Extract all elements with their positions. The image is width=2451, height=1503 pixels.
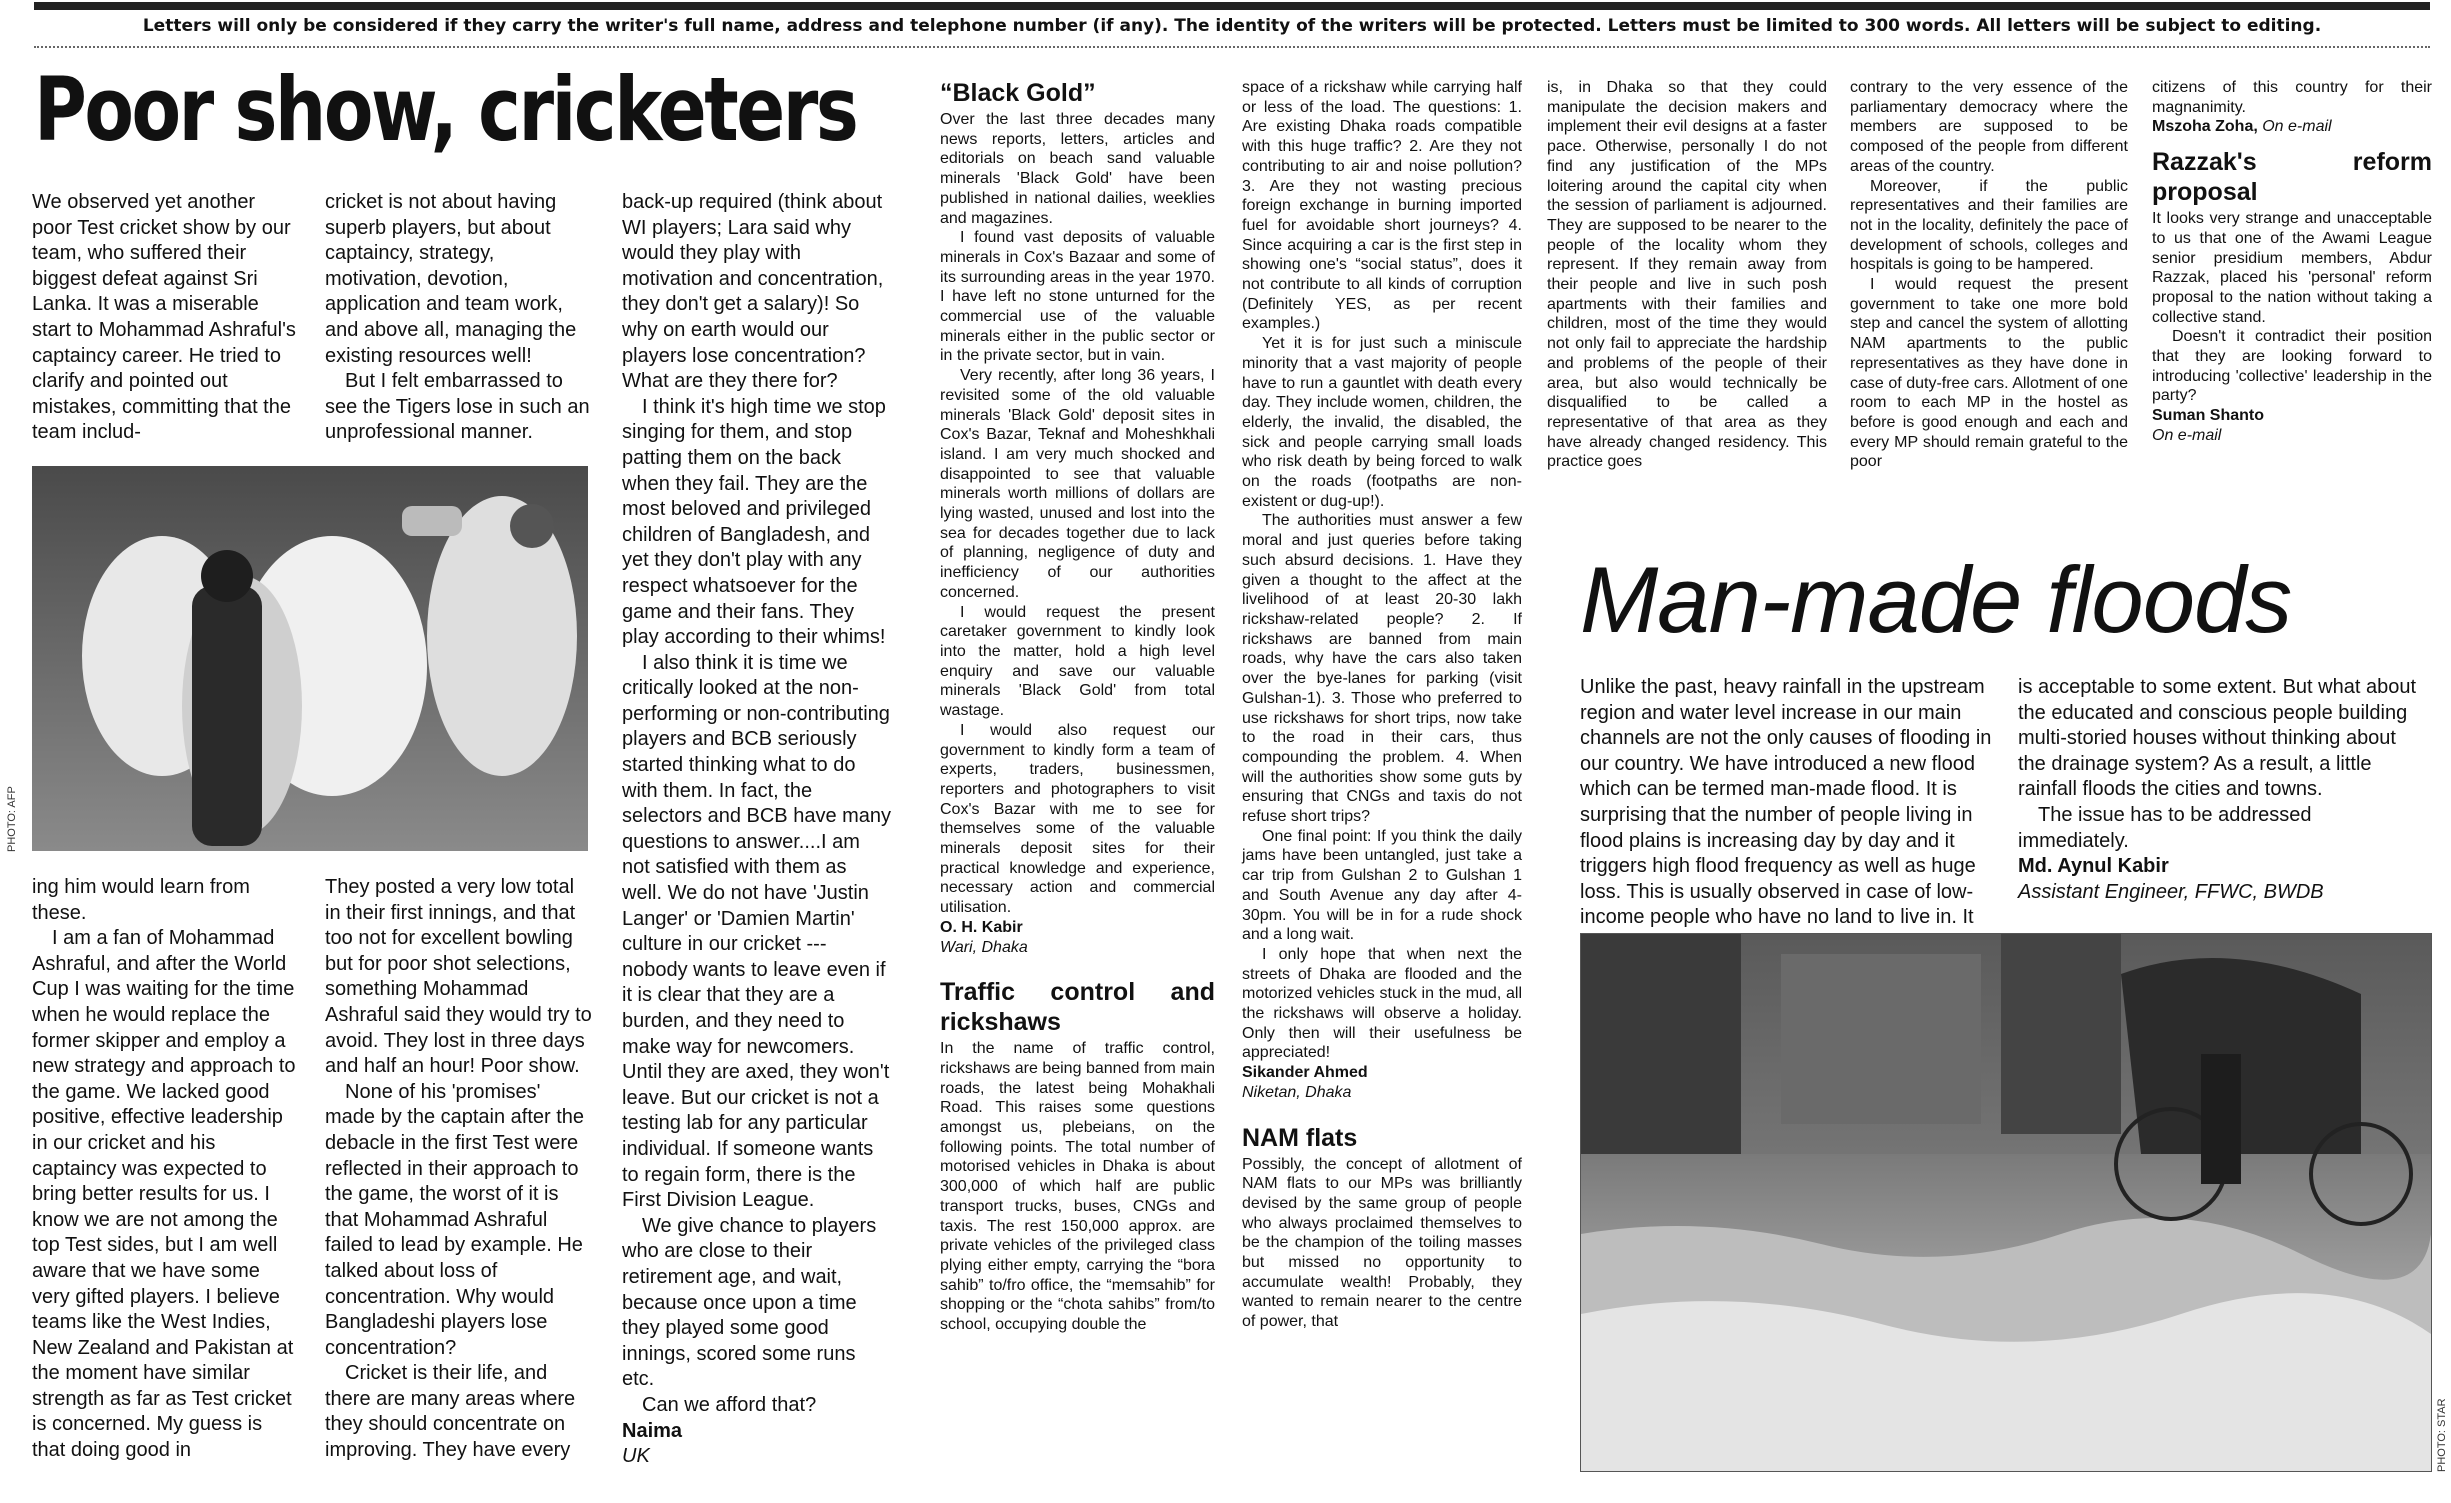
blackgold-col bbox=[940, 78, 1215, 1478]
paragraph: is, in Dhaka so that they could manipulate the decision makers and implement their evil designs at a faster pace. Otherwise, personally I do not find any justification of the MPs loitering around the capital city when the session of parliament is adjourned. They are supposed to be nearer to the people of the locality whom they represent. If they remain away from their people and live in such posh apartments with their families and children, most of the time they would not only fail to appreciate the hardship and problems of the people of their area, but also would technically be disqualified to be called a representative of that area as they have already changed residency. This practice goes bbox=[1547, 79, 1827, 471]
signature: O. H. Kabir bbox=[940, 918, 1023, 936]
paragraph: Yet it is for just such a miniscule minority that a vast majority of people have to run a gauntlet with death every day. They include women, children, the elderly, the invalid, the disabled, the sick and people carrying small loads who risk death by being forced to walk on the roads (footpaths are non-existent or dug-up!). bbox=[1242, 335, 1522, 510]
flood-photo bbox=[1580, 933, 2432, 1472]
location: On e-mail bbox=[2152, 426, 2222, 444]
paragraph: I found vast deposits of valuable minerals in Cox's Bazaar and some of its surrounding areas in the year 1970. I have left no stone unturned for the commercial use of the valuable minerals either in the public sector or in the private sector, but in vain. bbox=[940, 229, 1215, 365]
cricket-photo bbox=[32, 466, 588, 851]
traffic-col2 bbox=[1242, 78, 1522, 1478]
floods-col2 bbox=[2018, 675, 2418, 905]
paragraph: Over the last three decades many news reports, letters, articles and editorials on beach sand valuable minerals 'Black Gold' have been published in national dailies, weeklies and magazines. bbox=[940, 111, 1215, 227]
cricket-players-image bbox=[32, 466, 588, 851]
paragraph: citizens of this country for their magnanimity. bbox=[2152, 79, 2432, 116]
top-rule bbox=[34, 2, 2430, 10]
paragraph: Very recently, after long 36 years, I revisited some of the old valuable minerals 'Black Gold' deposit sites in Cox's Bazar, Teknaf and Moheshkhali island. I am very much shocked and disappointed to see that valuable minerals worth millions of dollars are lying wasted, unused and lost into the sea for decades together due to lack of planning, negligence of duty and inefficiency of our authorities concerned. bbox=[940, 367, 1215, 601]
location: Niketan, Dhaka bbox=[1242, 1083, 1352, 1101]
paragraph: Possibly, the concept of allotment of NAM flats to our MPs was brilliantly devised by the same group of people who always proclaimed themselves to be the champion of the toiling masses but missed no opportunity to accumulate wealth! Probably, they wanted to remain nearer to the centre of power, that bbox=[1242, 1155, 1522, 1331]
paragraph: Doesn't it contradict their position that they are looking forward to introducing 'collective' leadership in the party? bbox=[2152, 328, 2432, 405]
paragraph: I would request the present government to take one more bold step and cancel the system of allotting NAM apartments to the public representatives as they have done in case of duty-free cars. Allotment of one room to each MP in the hostel as before is good enough and each and every MP should remain grateful to the poor bbox=[1850, 276, 2128, 471]
headline-traffic: Traffic control and rickshaws bbox=[940, 978, 1215, 1037]
photo-credit: PHOTO: STAR bbox=[2436, 1398, 2448, 1472]
location: On e-mail bbox=[2262, 118, 2332, 136]
location: Wari, Dhaka bbox=[940, 938, 1028, 956]
paragraph: I would request the present caretaker government to kindly look into the matter, hold a high level enquiry and save our valuable minerals 'Black Gold' from total wastage. bbox=[940, 603, 1215, 720]
headline-cricket: Poor show, cricketers bbox=[34, 58, 857, 161]
signature: Sikander Ahmed bbox=[1242, 1064, 1368, 1082]
paragraph: It looks very strange and unacceptable to us that one of the Awami League senior presidium members, Abdur Razzak, placed his 'personal' reform proposal to the nation without taking a collective stand. bbox=[2152, 210, 2432, 326]
paragraph: But I felt embarrassed to see the Tigers lose in such an unprofessional manner. bbox=[325, 370, 590, 444]
paragraph: I also think it is time we critically looked at the non-performing or non-contributing players and BCB seriously started thinking what to do with them. In fact, the selectors and BCB have many questions to answer....I am not satisfied with them as well. We do not have 'Justin Langer' or 'Damien Martin' culture in our cricket --- nobody wants to leave even if it is clear that they are a burden, and they need to make way for newcomers. Until they are axed, they won't leave. But our cricket is not a testing lab for any particular individual. If someone wants to regain form, there is the First Division League. bbox=[622, 651, 892, 1212]
signature: Naima bbox=[622, 1419, 683, 1442]
paragraph: The issue has to be addressed immediately. bbox=[2018, 803, 2312, 852]
headline-razzak: Razzak's reform proposal bbox=[2152, 148, 2432, 207]
signature: Suman Shanto bbox=[2152, 407, 2265, 425]
photo-credit: PHOTO: AFP bbox=[6, 786, 18, 852]
paragraph: I would also request our government to kindly form a team of experts, traders, businessmen, reporters and photographers to visit Cox's Bazar with me to see for themselves some of the valuable minerals deposit sites for their practical knowledge and experience, necessary action and commercial utilisation. bbox=[940, 721, 1215, 917]
paragraph: is acceptable to some extent. But what about the educated and conscious people building multi-storied houses without thinking about the drainage system? As a result, a little rainfall floods the cities and towns. bbox=[2018, 676, 2417, 801]
headline-nam: NAM flats bbox=[1242, 1123, 1358, 1152]
paragraph: back-up required (think about WI players; Lara said why would they play with motivation and concentration, they don't get a salary)! So why on earth would our players lose concentration? What are they there for? bbox=[622, 191, 884, 393]
paragraph: I think it's high time we stop singing for them, and stop patting them on the back when they fail. They are the most beloved and privileged children of Bangladesh, and yet they don't play with any respect whatsoever for the game and their fans. They play according to their whims! bbox=[622, 395, 886, 649]
cricket-col1-bottom bbox=[32, 875, 297, 1475]
location: UK bbox=[622, 1445, 650, 1468]
paragraph: None of his 'promises' made by the captain after the debacle in the first Test were reflected in their approach to the game, the worst of it is that Mohammad Ashraful failed to lead by example. He talked about loss of concentration. Why would Bangladeshi players lose concentration? bbox=[325, 1080, 585, 1359]
headline-blackgold: “Black Gold” bbox=[940, 79, 1096, 107]
paragraph: Unlike the past, heavy rainfall in the upstream region and water level increase in our main channels are not the only causes of flooding in our country. We have introduced a new flood which can be termed man-made flood. It is surprising that the number of people living in flood plains is increasing day by day and it triggers high flood frequency as well as huge loss. This is usually observed in case of low-income people who have no land to live in. It bbox=[1580, 676, 1992, 929]
paragraph: They posted a very low total in their first innings, and that too not for excellent bowling but for poor shot selections, something Mohammad Ashraful said they would try to avoid. They lost in three days and half an hour! Poor show. bbox=[325, 876, 592, 1078]
paragraph: Cricket is their life, and there are many areas where they should concentrate on improving. They have every bbox=[325, 1362, 576, 1462]
dotted-divider bbox=[34, 46, 2430, 48]
paragraph: ing him would learn from these. bbox=[32, 876, 250, 924]
nam-col2 bbox=[1547, 78, 1827, 518]
cricket-col1-top bbox=[32, 190, 297, 460]
cricket-col2-bottom bbox=[325, 875, 595, 1475]
signature: Mszoha Zoha, bbox=[2152, 118, 2258, 136]
headline-floods: Man-made floods bbox=[1580, 547, 2292, 652]
letters-notice: Letters will only be considered if they carry the writer's full name, address and telephone number (if any). The identity of the writers will be protected. Letters must be limited to 300 words. All letters will be subject to editing. bbox=[142, 16, 2322, 36]
paragraph: In the name of traffic control, rickshaws are being banned from main roads, the latest being Mohakhali Road. This raises some questions amongst us, plebeians, on the following points. The total number of motorised vehicles in Dhaka is about 300,000 of which half are public transport trucks, buses, CNGs and taxis. The rest 150,000 approx. are private vehicles of the privileged class plying either empty, carrying the “bora sahib” to/fro office, the “memsahib” for shopping or the “chota sahibs” from/to school, occupying double the bbox=[940, 1040, 1215, 1334]
signature: Md. Aynul Kabir bbox=[2018, 855, 2169, 878]
floods-col1 bbox=[1580, 675, 2000, 929]
paragraph: Moreover, if the public representatives and their families are not in the locality, definitely the pace of development of schools, colleges and hospitals is going to be hampered. bbox=[1850, 177, 2128, 274]
paragraph: space of a rickshaw while carrying half or less of the load. The questions: 1. Are existing Dhaka roads compatible with this huge traffic? 2. Are they not contributing to air and noise pollution? 3. Are they not wasting precious foreign exchange in burning imported fuel for avoidable short journeys? 4. Since acquiring a car is the first step in showing one's “social status”, does it not contribute to all kinds of corruption (Definitely YES, as per recent examples.) bbox=[1242, 79, 1522, 333]
paragraph: One final point: If you think the daily jams have been untangled, just take a car trip from Gulshan 2 to Gulshan 1 and South Avenue any day after 4-30pm. You will be in for a rude shock and a long wait. bbox=[1242, 827, 1522, 944]
paragraph: I only hope that when next the streets of Dhaka are flooded and the motorized vehicles stuck in the mud, all the rickshaws will observe a holiday. Only then will their usefulness be appreciated! bbox=[1242, 945, 1522, 1062]
paragraph: I am a fan of Mohammad Ashraful, and after the World Cup I was waiting for the time when he would replace the former skipper and employ a new strategy and approach to the game. We lacked good positive, effective leadership in our cricket and his captaincy was expected to bring better results for us. I know we are not among the top Test sides, but I am well aware that we have some very gifted players. I believe teams like the West Indies, New Zealand and Pakistan at the moment have similar strength as far as Test cricket is concerned. My guess is that doing good in bbox=[32, 927, 296, 1462]
paragraph: cricket is not about having superb players, but about captaincy, strategy, motivation, devotion, application and team work, and above all, managing the existing resources well! bbox=[325, 191, 577, 367]
location: Assistant Engineer, FFWC, BWDB bbox=[2018, 880, 2324, 903]
razzak-col bbox=[2152, 78, 2432, 518]
paragraph: Can we afford that? bbox=[642, 1393, 817, 1416]
paragraph: We give chance to players who are close to their retirement age, and wait, because once upon a time they played some good innings, scored some runs etc. bbox=[622, 1214, 877, 1391]
cricket-col2-top bbox=[325, 190, 595, 460]
paragraph: contrary to the very essence of the parliamentary democracy where the members are supposed to be composed of the people from different areas of the country. bbox=[1850, 79, 2128, 175]
paragraph: We observed yet another poor Test cricket show by our team, who suffered their biggest defeat against Sri Lanka. It was a miserable start to Mohammad Ashraful's captaincy career. He tried to clarify and pointed out mistakes, committing that the team includ- bbox=[32, 191, 296, 444]
cricket-col3 bbox=[622, 190, 892, 1475]
flooded-street-image bbox=[1581, 934, 2431, 1471]
nam-col3 bbox=[1850, 78, 2128, 518]
paragraph: The authorities must answer a few moral and just queries before taking such absurd decisions. 1. Have they given a thought to the affect at the livelihood of at least 20-30 lakh rickshaw-related people? 2. If rickshaws are banned from main roads, why have the cars also taken over the bye-lanes for parking (visit Gulshan-1). 3. Those who preferred to use rickshaws for short trips, now take to the road in their cars, thus compounding the problem. 4. When will the authorities show some guts by ensuring that CNGs and taxis do not refuse short trips? bbox=[1242, 512, 1522, 826]
